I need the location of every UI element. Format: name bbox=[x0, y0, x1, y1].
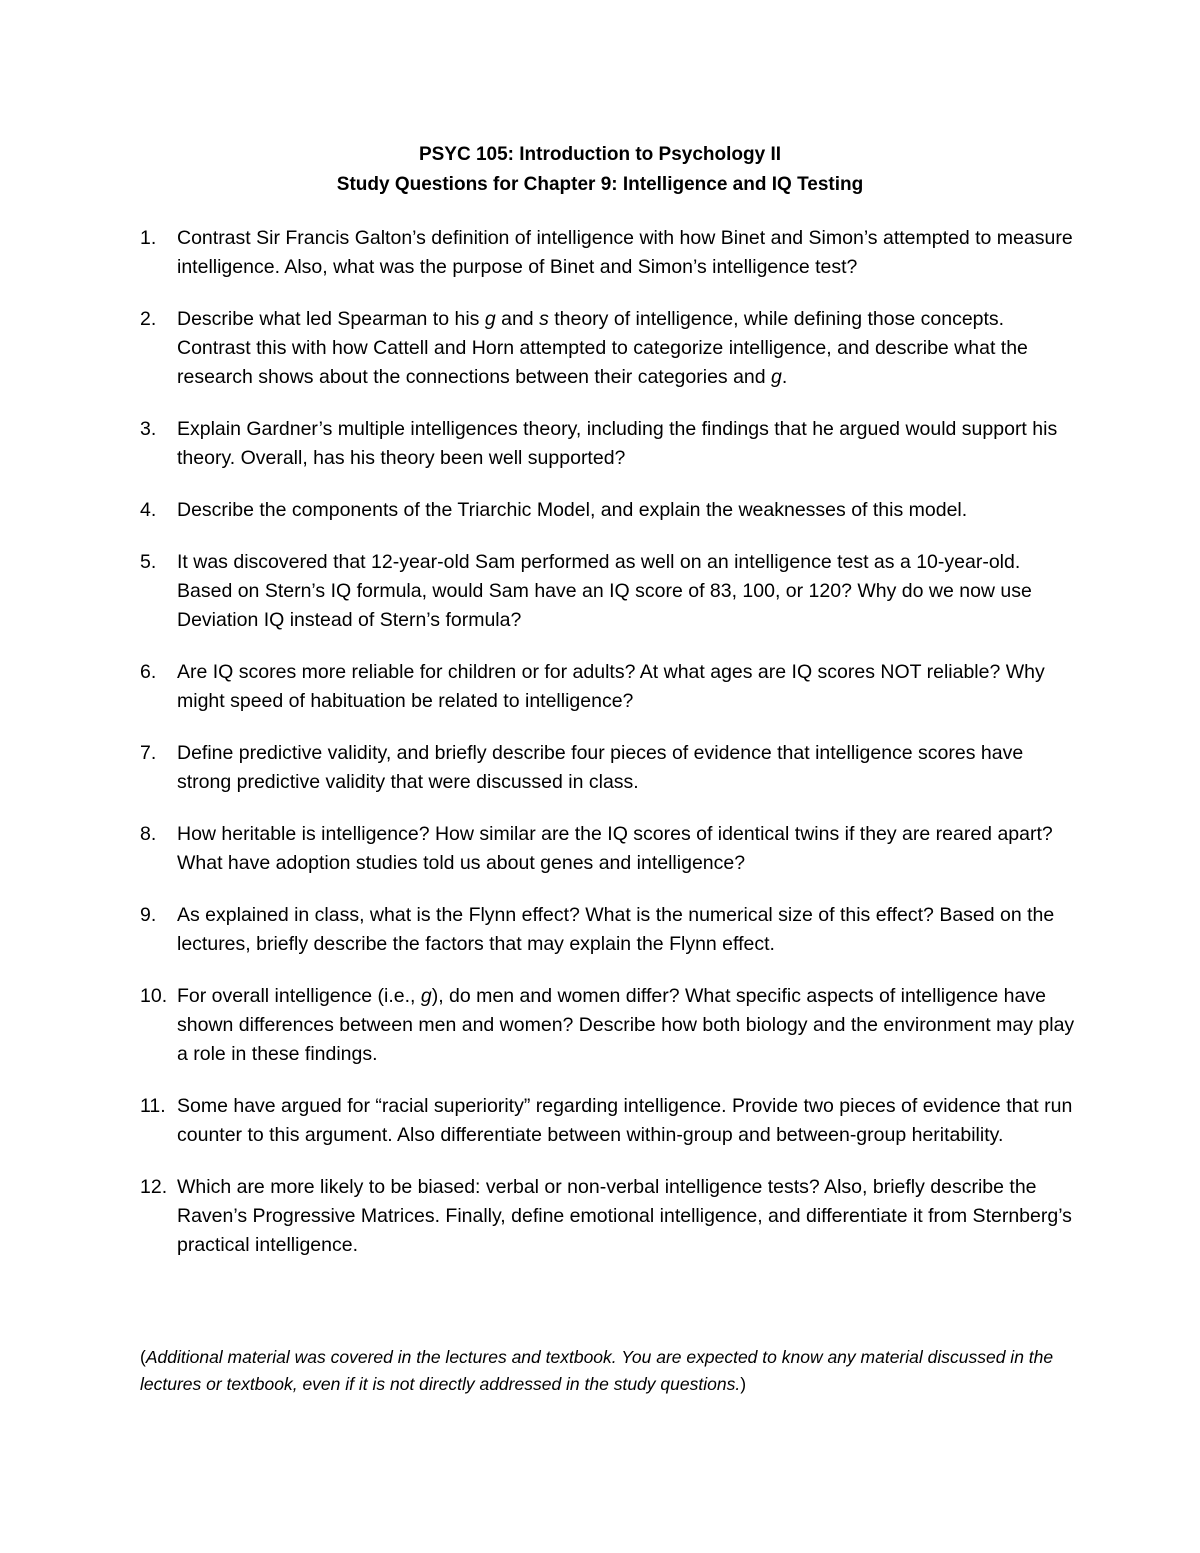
footnote-close-paren: ) bbox=[740, 1374, 747, 1394]
question-text: Which are more likely to be biased: verbal or non-verbal intelligence tests? Also, briefly describe the Raven’s Progressive Matrices. Finally, define emotional intelligence, and differentiate it from Sternberg’s practical intelligence. bbox=[177, 1176, 1072, 1256]
question-text: How heritable is intelligence? How similar are the IQ scores of identical twins if they are reared apart? What have adoption studies told us about genes and intelligence? bbox=[177, 823, 1053, 874]
question-text: Contrast Sir Francis Galton’s definition of intelligence with how Binet and Simon’s attempted to measure intelligence. Also, what was the purpose of Binet and Simon’s intelligence test? bbox=[177, 227, 1073, 278]
question-item bbox=[140, 658, 1080, 716]
question-number: 3. bbox=[140, 418, 157, 440]
question-list bbox=[140, 224, 1080, 1283]
question-number: 5. bbox=[140, 551, 157, 573]
question-item bbox=[140, 305, 1080, 392]
question-text: As explained in class, what is the Flynn effect? What is the numerical size of this effect? Based on the lectures, briefly describe the factors that may explain the Flynn effect. bbox=[177, 904, 1055, 955]
question-item bbox=[140, 415, 1080, 473]
question-text: Explain Gardner’s multiple intelligences theory, including the findings that he argued would support his theory. Overall, has his theory been well supported? bbox=[177, 418, 1058, 469]
question-item bbox=[140, 548, 1080, 635]
question-item bbox=[140, 1092, 1080, 1150]
question-number: 11. bbox=[140, 1095, 166, 1117]
footnote-open-paren: ( bbox=[140, 1347, 146, 1367]
question-item bbox=[140, 739, 1080, 797]
question-item bbox=[140, 496, 1080, 525]
question-number: 10. bbox=[140, 985, 168, 1007]
question-item bbox=[140, 982, 1080, 1069]
question-text: Are IQ scores more reliable for children or for adults? At what ages are IQ scores NOT reliable? Why might speed of habituation be related to intelligence? bbox=[177, 661, 1045, 712]
question-number: 9. bbox=[140, 904, 157, 926]
course-title: PSYC 105: Introduction to Psychology II bbox=[418, 144, 782, 165]
question-text: Describe what led Spearman to his g and s theory of intelligence, while defining those concepts. Contrast this with how Cattell and Horn attempted to categorize intelligence, and describe what the research shows about the connections between their categories and g. bbox=[177, 308, 1028, 388]
question-item bbox=[140, 820, 1080, 878]
question-number: 6. bbox=[140, 661, 157, 683]
question-number: 4. bbox=[140, 499, 157, 521]
question-number: 1. bbox=[140, 227, 157, 249]
question-text: Some have argued for “racial superiority” regarding intelligence. Provide two pieces of evidence that run counter to this argument. Also differentiate between within-group and between-group heritability. bbox=[177, 1095, 1073, 1146]
question-item bbox=[140, 1173, 1080, 1260]
question-text: Describe the components of the Triarchic Model, and explain the weaknesses of this model. bbox=[177, 499, 968, 521]
footnote bbox=[140, 1344, 1080, 1398]
question-number: 7. bbox=[140, 742, 157, 764]
question-item bbox=[140, 901, 1080, 959]
page-subtitle: Study Questions for Chapter 9: Intelligence and IQ Testing bbox=[336, 174, 864, 195]
question-number: 12. bbox=[140, 1176, 168, 1198]
question-number: 8. bbox=[140, 823, 157, 845]
question-number: 2. bbox=[140, 308, 157, 330]
document-header bbox=[0, 140, 1200, 200]
question-text: It was discovered that 12-year-old Sam performed as well on an intelligence test as a 10-year-old. Based on Stern’s IQ formula, would Sam have an IQ score of 83, 100, or 120? Why do we now use Deviation IQ instead of Stern’s formula? bbox=[177, 551, 1032, 631]
question-text: Define predictive validity, and briefly describe four pieces of evidence that intelligence scores have strong predictive validity that were discussed in class. bbox=[177, 742, 1024, 793]
footnote-text: Additional material was covered in the lectures and textbook. You are expected to know any material discussed in the lectures or textbook, even if it is not directly addressed in the study questions. bbox=[140, 1347, 1054, 1394]
question-item bbox=[140, 224, 1080, 282]
question-text: For overall intelligence (i.e., g), do men and women differ? What specific aspects of intelligence have shown differences between men and women? Describe how both biology and the environment may play a role in these findings. bbox=[177, 985, 1075, 1065]
